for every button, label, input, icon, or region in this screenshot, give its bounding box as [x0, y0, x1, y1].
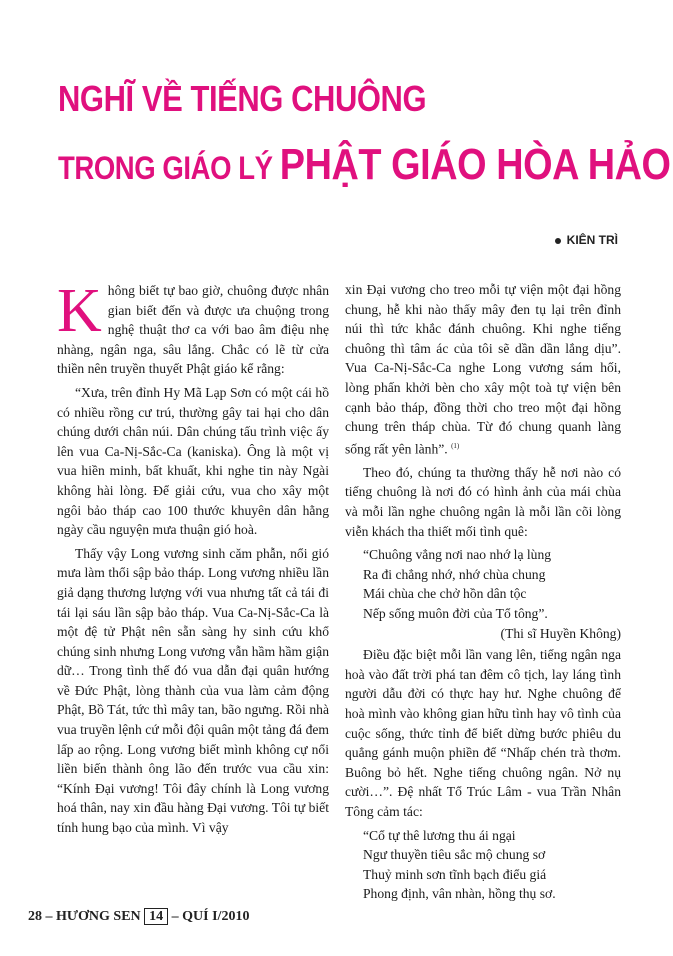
poem-2-line: Ngư thuyền tiêu sắc mộ chung sơ	[363, 847, 546, 863]
left-paragraph-2: “Xưa, trên đỉnh Hy Mã Lạp Sơn có một cái hồ có nhiều rồng cư trú, thường gây tai hại cho dân chúng dưới chân núi. Dân chúng tấu trình việc ấy lên vua Ca-Nị-Sắc-Ca (kaniska). Ông là một vị vua hiền minh, bất khuất, khi nghe tin này Ngài không hài lòng. Để giải cứu, vua cho xây một ngôi bảo tháp cao 100 thước khuyên dân hằng ngày cầu nguyện mưa thuận gió hoà.	[57, 384, 329, 538]
title-line-2-big: PHẬT GIÁO HÒA HẢO	[279, 140, 671, 189]
footer-suffix: – QUÍ I/2010	[168, 909, 250, 924]
author-byline	[555, 233, 618, 247]
footer-page-prefix: 28 – HƯƠNG SEN	[28, 909, 145, 924]
poem-1-line: Ra đi chẳng nhớ, nhớ chùa chung	[363, 566, 546, 582]
poem-1-line: Nếp sống muôn đời của Tổ tông”.	[363, 606, 548, 622]
author-name: KIÊN TRÌ	[566, 233, 618, 247]
issue-number-box: 14	[144, 908, 168, 925]
right-column	[345, 280, 621, 906]
left-paragraph-1-text: hông biết tự bao giờ, chuông được nhân gian biết đến và được ưa chuộng trong nghệ thuật thơ ca với bao âm điệu nhẹ nhàng, ngân nga, sâu lắng. Chắc có lẽ từ cửa thiền nên truyền thuyết Phật giáo kể rằng:	[57, 283, 329, 377]
footnote-marker: (1)	[451, 441, 460, 450]
poem-1-attribution: (Thi sĩ Huyền Không)	[500, 625, 621, 641]
poem-1-line: “Chuông vẳng nơi nao nhớ lạ lùng	[363, 547, 552, 563]
title-line-2-small: TRONG GIÁO LÝ	[58, 150, 280, 186]
poem-2	[345, 826, 621, 904]
poem-1	[345, 545, 621, 643]
drop-cap: K	[57, 277, 102, 345]
left-paragraph-1	[57, 277, 329, 379]
right-paragraph-1	[345, 280, 621, 459]
right-paragraph-1-text: xin Đại vương cho treo mỗi tự viện một đại hồng chung, hễ khi nào thấy mây đen tụ lại trên đỉnh núi thì tức khắc đánh chuông. Khi nghe tiếng chuông thì tâm ác của tôi sẽ dần dần lắng dịu”. Vua Ca-Nị-Sắc-Ca nghe Long vương sám hối, lòng phấn khởi bèn cho xây một toà tự viện bên cạnh bảo tháp, đồng thời cho treo một đại hồng chung trên tháp chùa. Từ đó chung quanh làng sống rất yên lành”.	[345, 282, 621, 457]
poem-2-line: “Cổ tự thê lương thu ái ngại	[363, 827, 516, 843]
poem-2-line: Thuỷ minh sơn tĩnh bạch điểu giá	[363, 866, 547, 882]
bullet-icon	[555, 238, 561, 244]
left-paragraph-3: Thấy vậy Long vương sinh căm phẫn, nổi gió mưa làm thổi sập bảo tháp. Long vương nhiều lần giả dạng thương lượng với vua nhưng tất cả tái đi tái lại sáu lần sập bảo tháp. Vua Ca-Nị-Sắc-Ca là một đệ tử Phật nên sẵn sàng hy sinh cứu khổ chúng sinh nhưng Long vương vẫn hầm hầm giận dữ… Trong tình thế đó vua dẫn đại quân hướng về Đức Phật, lòng thành của vua làm cảm động Phật, Bồ Tát, tức thì mây tan, bão ngưng. Rồi nhà vua truyền lệnh cứ mỗi đội quân một tảng đá đem lấp ao rộng. Long vương biết mình không cự nổi liền biến thành ông lão đến trước vua cầu xin: “Kính Đại vương! Tôi đây chính là Long vương hoá thân, nay xin đầu hàng Đại vương. Tôi tự biết tính hung bạo của mình. Vì vậy	[57, 545, 329, 836]
article-title-line-2	[58, 140, 671, 190]
right-paragraph-2: Theo đó, chúng ta thường thấy hễ nơi nào có tiếng chuông là nơi đó có hình ảnh của mái chùa và mỗi lần nghe chuông ngân là mỗi lần cõi lòng viễn khách tha thiết mối tình quê:	[345, 464, 621, 539]
right-paragraph-3: Điều đặc biệt mỗi lần vang lên, tiếng ngân nga hoà vào đất trời phá tan đêm cô tịch, lay láng tình người dẫu đời có thực hay hư. Nghe chuông để hoà mình vào không gian hữu tình hay vô tình của cuộc sống, thức tỉnh để biết dừng bước phiêu du quẳng gánh muộn phiền để “Nhấp chén trà thơm. Buông bỏ hết. Nghe tiếng chuông ngân. Nở nụ cười…”. Đệ nhất Tổ Trúc Lâm - vua Trần Nhân Tông cảm tác:	[345, 647, 621, 819]
poem-2-line: Phong định, vân nhàn, hồng thụ sơ.	[363, 886, 556, 902]
poem-1-line: Mái chùa che chở hồn dân tộc	[363, 586, 527, 602]
page-footer	[28, 908, 249, 925]
article-title-line-1: NGHĨ VỀ TIẾNG CHUÔNG	[58, 78, 427, 119]
left-column	[57, 277, 329, 842]
